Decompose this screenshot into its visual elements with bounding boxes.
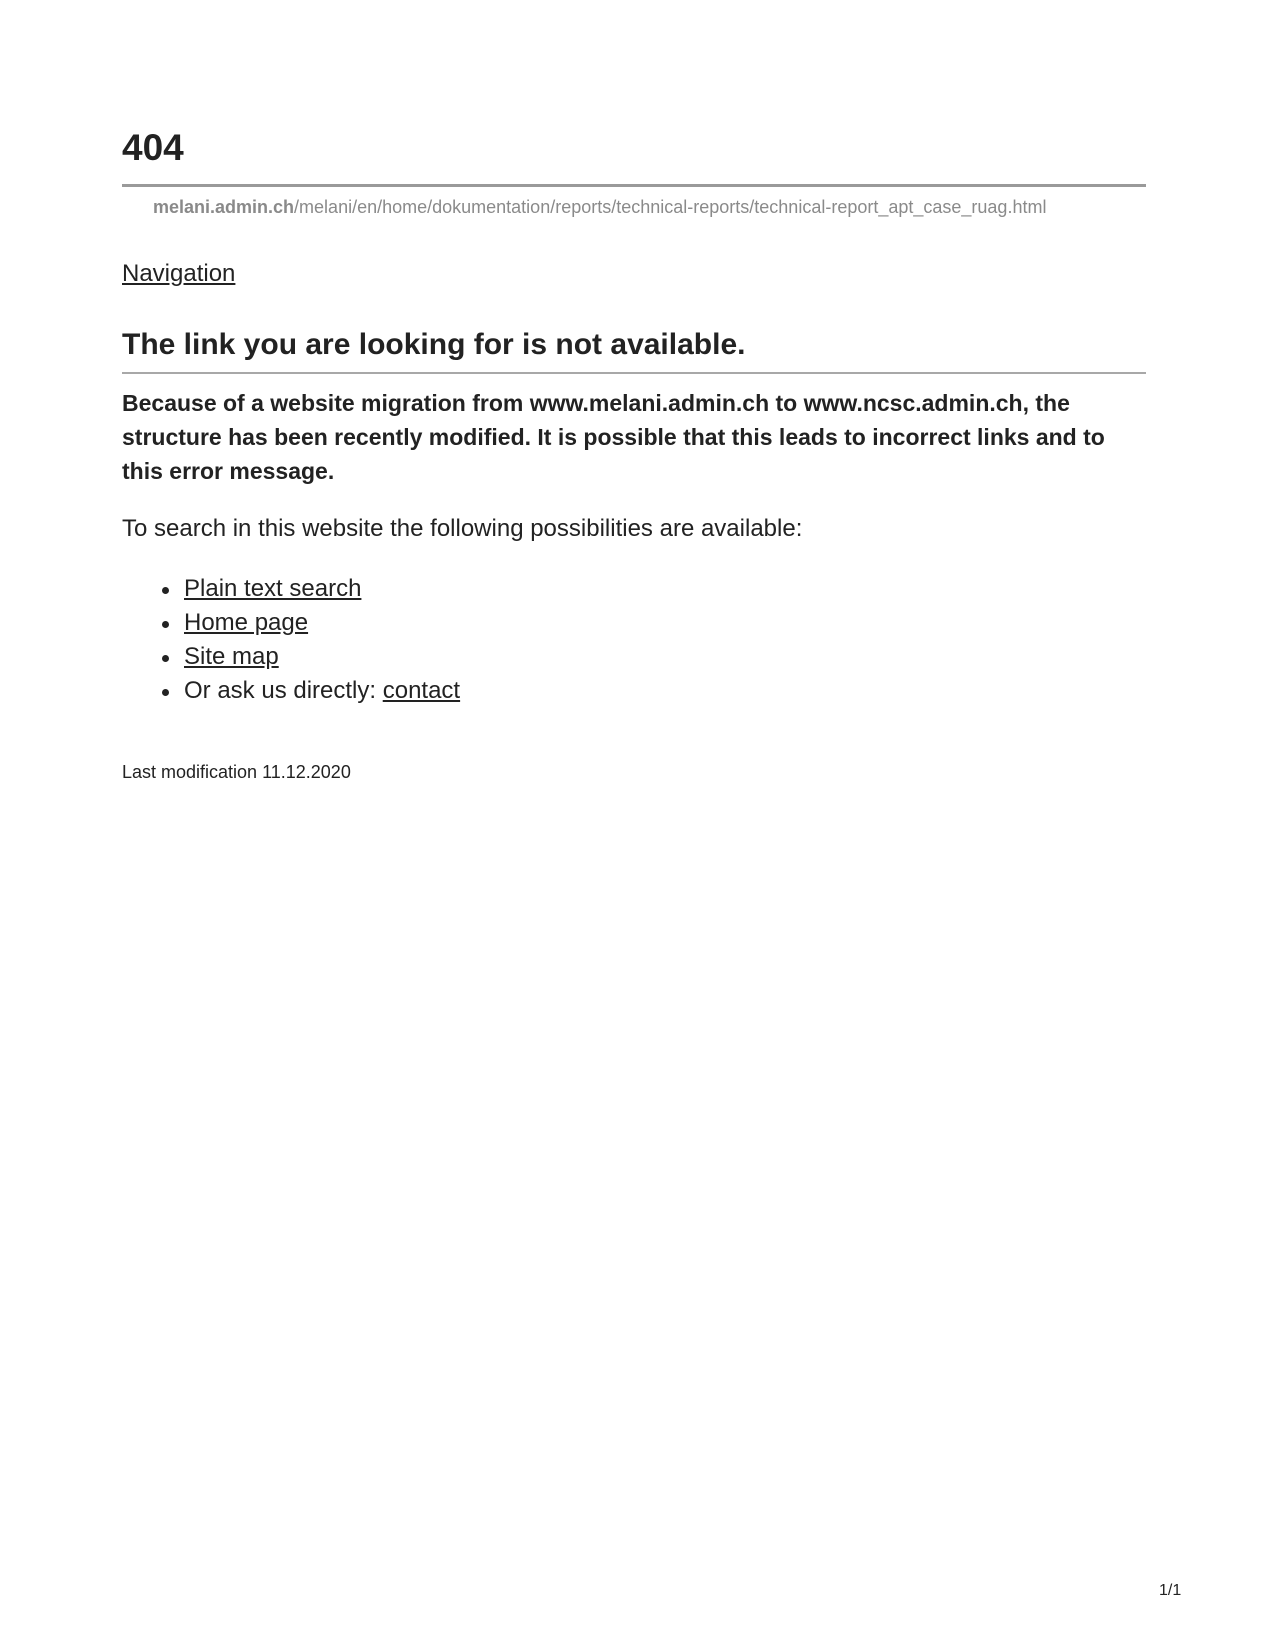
header-divider	[122, 184, 1146, 187]
search-intro-text: To search in this website the following possibilities are available:	[122, 515, 803, 542]
list-item	[184, 640, 460, 674]
site-map-link[interactable]: Site map	[184, 643, 279, 670]
list-item	[184, 674, 460, 708]
heading-divider	[122, 372, 1146, 374]
list-item	[184, 606, 460, 640]
url-domain: melani.admin.ch	[153, 197, 295, 217]
url-path: /melani/en/home/dokumentation/reports/technical-reports/technical-report_apt_case_ruag.html	[294, 197, 1047, 217]
plain-text-search-link[interactable]: Plain text search	[184, 575, 362, 602]
page-title: The link you are looking for is not available.	[122, 328, 746, 361]
requested-url	[153, 196, 1046, 218]
search-options-list	[184, 572, 460, 708]
navigation-link[interactable]: Navigation	[122, 260, 236, 287]
page-counter: 1/1	[1159, 1582, 1182, 1599]
contact-prefix: Or ask us directly:	[184, 677, 383, 704]
migration-notice: Because of a website migration from www.melani.admin.ch to www.ncsc.admin.ch, the structure has been recently modified. It is possible that this leads to incorrect links and to this error message.	[122, 390, 1105, 484]
home-page-link[interactable]: Home page	[184, 609, 309, 636]
list-item	[184, 572, 460, 606]
last-modification: Last modification 11.12.2020	[122, 762, 351, 782]
contact-link[interactable]: contact	[382, 677, 461, 704]
error-code: 404	[122, 127, 184, 168]
